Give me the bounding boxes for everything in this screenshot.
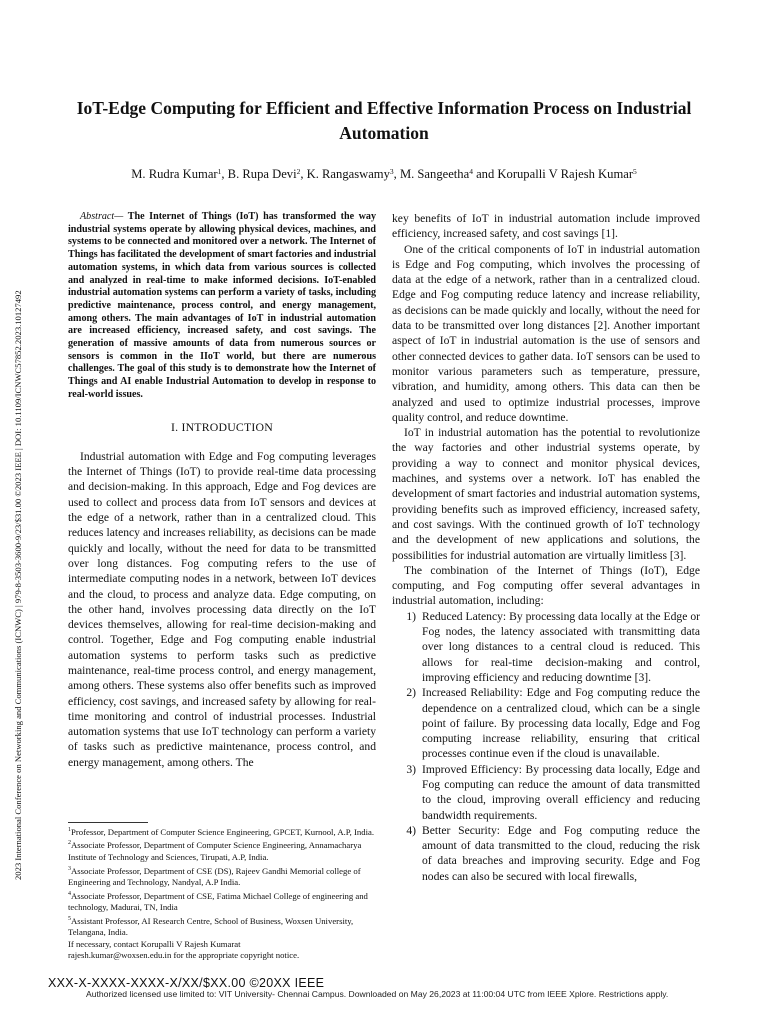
author-separator: ,	[300, 167, 307, 181]
list-text: Better Security: Edge and Fog computing reduce the amount of data transmitted to the cloud, reducing the risk of data breaches and improving security. Edge and Fog nodes can also be secured with local firewalls,	[422, 823, 700, 883]
list-number: 2)	[406, 686, 416, 700]
abstract	[68, 211, 376, 402]
body-paragraph: One of the critical components of IoT in industrial automation is Edge and Fog computing, which involves the processing of data at the edge of a network, rather than in a centralized cloud. Edge and Fog computing reduce latency and increase reliability, as decisions can be made quickly and locally, without the need for data to be transmitted over long distances [2]. Another important aspect of IoT in industrial automation is the use of sensors and other connected devices to gather data. IoT sensors can be used to monitor various parameters such as temperature, pressure, vibration, and humidity, among others. This data can then be analyzed and used to optimize industrial processes, improve quality control, and reduce downtime.	[392, 242, 700, 424]
list-text: Improved Efficiency: By processing data locally, Edge and Fog computing can reduce the amount of data transmitted to the cloud, improving overall efficiency and reducing bandwidth requirements.	[422, 762, 700, 822]
footnote-text: Assistant Professor, AI Research Centre, School of Business, Woxsen University, Telangana, India.	[68, 915, 354, 938]
author-separator: and	[472, 167, 498, 181]
footnote-divider	[68, 822, 148, 823]
author-affiliation-mark: 2	[296, 167, 301, 176]
list-number: 4)	[406, 823, 416, 837]
list-number: 3)	[406, 762, 416, 776]
paper-title: IoT-Edge Computing for Efficient and Effective Information Process on Industrial Automation	[76, 98, 692, 143]
author-name: Korupalli V Rajesh Kumar	[497, 167, 634, 181]
right-column	[392, 211, 700, 884]
list-text: Increased Reliability: Edge and Fog computing reduce the dependence on a centralized cloud, which can be a single point of failure. By processing data locally, Edge and Fog computing increase reliability, ensuring that critical processes continue even if the cloud is unavailable.	[422, 686, 700, 761]
author-footnotes	[68, 822, 376, 962]
author-affiliation-mark: 1	[217, 167, 222, 176]
footnote	[68, 838, 376, 863]
author-affiliation-mark: 4	[469, 167, 473, 176]
author-affiliation-mark: 3	[389, 167, 394, 176]
body-paragraph: The combination of the Internet of Things (IoT), Edge computing, and Fog computing offer several advantages in industrial automation, including:	[392, 563, 700, 608]
footnote-mark: 3	[68, 865, 71, 872]
list-number: 1)	[406, 609, 416, 623]
abstract-text: The Internet of Things (IoT) has transformed the way industrial systems operate by allowing physical devices, machines, and systems to be connected and monitored over a network. The Internet of Things has facilitated the development of smart factories and industrial automation systems, in which data from various sources is collected and analyzed in real-time to make informed decisions. IoT-enabled industrial automation systems can perform a variety of tasks, including predictive maintenance, process control, and energy management, among others. The main advantages of IoT in industrial automation are increased efficiency, increased safety, and cost savings. The generation of massive amounts of data from numerous sources or sensors is common in the IIoT world, but there are numerous challenges. The goal of this study is to demonstrate how the Internet of Things and AI enable Industrial Automation to develop in response to real-world issues.	[68, 211, 377, 400]
author-name: M. Sangeetha	[399, 167, 470, 181]
footnote	[68, 939, 376, 951]
footnote-text: Professor, Department of Computer Science Engineering, GPCET, Kurnool, A.P, India.	[71, 826, 375, 837]
copyright-pricing-line: XXX-X-XXXX-XXXX-X/XX/$XX.00 ©20XX IEEE	[48, 976, 325, 990]
footnote	[68, 825, 376, 838]
footnote-mark: 5	[68, 915, 71, 922]
abstract-label: Abstract	[80, 211, 115, 222]
author-name: B. Rupa Devi	[227, 167, 297, 181]
body-paragraph: IoT in industrial automation has the potential to revolutionize the way factories and other industrial systems operate, by providing a way to connect and monitor physical devices, machines, and systems over a network. IoT has enabled the development of smart factories and industrial automation systems, providing benefits such as improved efficiency, increased safety, and cost savings. With the continued growth of IoT technology and the development of new applications and solutions, the possibilities for industrial automation are virtually limitless [3].	[392, 426, 700, 562]
list-item	[392, 609, 700, 685]
list-item	[392, 762, 700, 823]
side-doi-banner	[11, 160, 25, 880]
footnote-text: If necessary, contact Korupalli V Rajesh Kumarat	[68, 938, 241, 949]
footnote-mark: 1	[68, 827, 71, 833]
footnote-mark: 2	[68, 840, 71, 847]
author-name: M. Rudra Kumar	[131, 167, 218, 181]
footnote	[68, 914, 376, 939]
author-separator: ,	[221, 167, 228, 181]
body-paragraph: key benefits of IoT in industrial automation include improved efficiency, increased safety, and cost savings [1].	[392, 212, 700, 241]
intro-paragraph: Industrial automation with Edge and Fog computing leverages the Internet of Things (IoT) to provide real-time data processing and decision-making. In this approach, Edge and Fog devices are used to collect and process data from IoT sensors and devices at the edge of a network, rather than in a centralized cloud. This reduces latency and increases reliability, as decisions can be made quickly and locally, without the need for data to be transmitted over long distances. Fog computing refers to the use of intermediate computing nodes in a network, between IoT devices and the cloud, to process and analyze data. Edge computing, on the other hand, involves processing data directly on the IoT devices themselves, allowing for real-time decision-making and control. Together, Edge and Fog computing enable industrial automation systems to perform tasks such as predictive maintenance, real-time process control, and energy management, among others. These systems also offer benefits such as improved efficiency, cost savings, and increased safety by allowing for real-time monitoring and control of industrial processes. Industrial automation systems that use IoT technology can perform a variety of tasks such as predictive maintenance, process control, and energy management, among others. The	[68, 449, 376, 769]
footnote	[68, 889, 376, 914]
footnote-mark: 4	[68, 890, 71, 897]
left-column	[68, 211, 376, 770]
author-name: K. Rangaswamy	[306, 167, 390, 181]
author-separator: ,	[393, 167, 400, 181]
footnote	[68, 864, 376, 889]
author-list	[40, 166, 728, 182]
footnote	[68, 950, 376, 962]
footnote-text: rajesh.kumar@woxsen.edu.in for the appropriate copyright notice.	[68, 950, 300, 961]
footnote-text: Associate Professor, Department of CSE, Fatima Michael College of engineering and technology, Madurai, TN, India	[68, 890, 368, 913]
list-text: Reduced Latency: By processing data locally at the Edge or Fog nodes, the latency associated with transmitting data over long distances to a central cloud is reduced. This allows for real-time decision-making and control, improving efficiency and reducing downtime [3].	[422, 609, 700, 684]
section-heading-introduction: I. INTRODUCTION	[171, 419, 273, 434]
footnote-text: Associate Professor, Department of CSE (DS), Rajeev Gandhi Memorial college of Engineering and Technology, Nandyal, A.P India.	[68, 865, 361, 888]
author-affiliation-mark: 5	[633, 167, 637, 176]
list-item	[392, 685, 700, 761]
side-doi-text: 2023 International Conference on Networking and Communications (ICNWC) | 979-8-3503-3600-9/23/$31.00 ©2023 IEEE | DOI: 10.1109/ICNWC57852.2023.10127492	[13, 290, 23, 880]
footnote-text: Associate Professor, Department of Computer Science Engineering, Annamacharya Institute of Technology and Sciences, Tirupati, A.P, India.	[68, 840, 362, 862]
abstract-dash: —	[114, 211, 128, 222]
license-notice: Authorized licensed use limited to: VIT University- Chennai Campus. Downloaded on May 26,2023 at 11:00:04 UTC from IEEE Xplore. Restrictions apply.	[86, 989, 669, 999]
list-item	[392, 823, 700, 884]
